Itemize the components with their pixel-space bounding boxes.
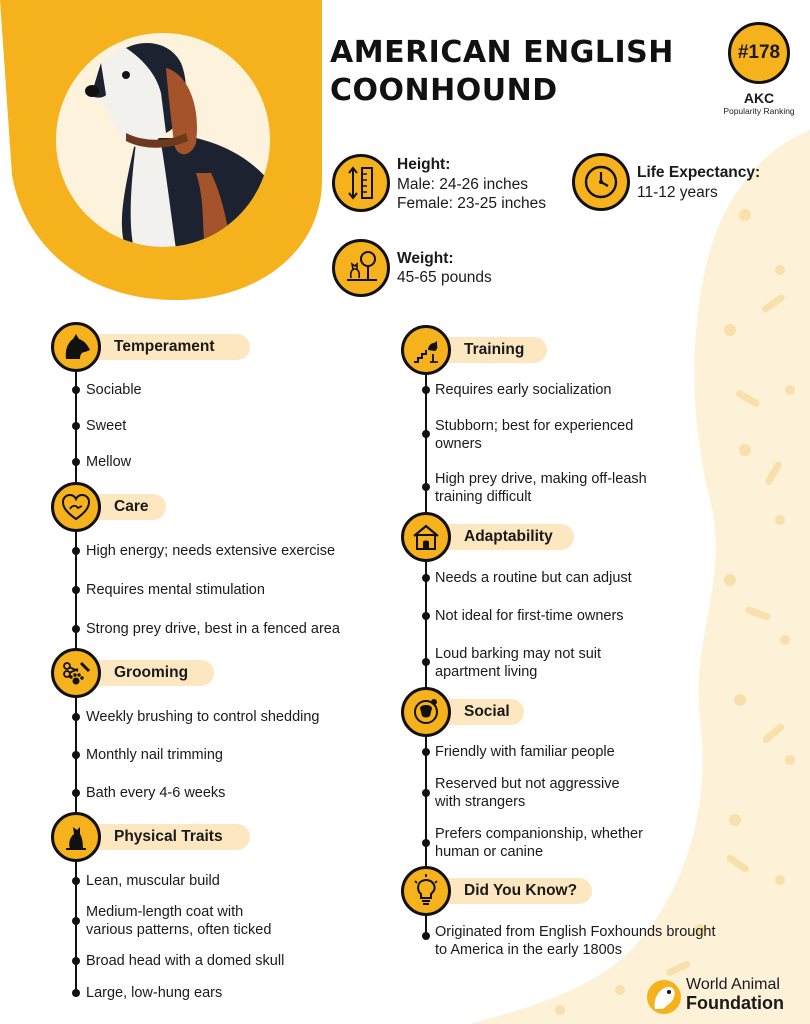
- list-bullet: [422, 789, 430, 797]
- section-title-temperament: Temperament: [84, 334, 250, 360]
- lightbulb-icon: [401, 866, 451, 916]
- section-title-social: Social: [434, 699, 524, 725]
- list-item: Not ideal for first-time owners: [435, 608, 624, 624]
- section-title-grooming: Grooming: [84, 660, 214, 686]
- list-item: High prey drive, making off-leash: [435, 471, 647, 487]
- list-item: Medium-length coat with: [86, 904, 244, 920]
- section-title-training: Training: [434, 337, 547, 363]
- weight-label: Weight:: [397, 250, 454, 267]
- life-expectancy-label: Life Expectancy:: [637, 164, 761, 181]
- list-bullet: [72, 386, 80, 394]
- list-item: Requires mental stimulation: [86, 582, 265, 598]
- list-item: Loud barking may not suit: [435, 646, 602, 662]
- clock-icon: [572, 153, 630, 211]
- list-bullet: [72, 458, 80, 466]
- list-bullet: [422, 658, 430, 666]
- list-item: Requires early socialization: [435, 382, 612, 398]
- section-title-did-you-know: Did You Know?: [434, 878, 592, 904]
- list-item: Weekly brushing to control shedding: [86, 709, 320, 725]
- list-item: Broad head with a domed skull: [86, 953, 285, 969]
- grooming-scissors-icon: [51, 648, 101, 698]
- list-bullet: [72, 751, 80, 759]
- ranking-badge: [728, 22, 790, 84]
- list-item: Large, low-hung ears: [86, 985, 223, 1001]
- foundation-logo-text: [686, 976, 784, 1012]
- list-bullet: [422, 612, 430, 620]
- right-timeline-line: [425, 355, 427, 935]
- list-bullet: [422, 748, 430, 756]
- list-item: Mellow: [86, 454, 132, 470]
- heart-care-icon: [51, 482, 101, 532]
- list-bullet: [72, 957, 80, 965]
- section-title-adaptability: Adaptability: [434, 524, 574, 550]
- list-item: owners: [435, 436, 482, 452]
- list-bullet: [72, 625, 80, 633]
- ranking-label: AKC: [743, 90, 775, 106]
- life-expectancy-value: 11-12 years: [637, 184, 718, 201]
- list-item: High energy; needs extensive exercise: [86, 543, 336, 559]
- list-item: Needs a routine but can adjust: [435, 570, 632, 586]
- list-bullet: [422, 430, 430, 438]
- section-title-physical-traits: Physical Traits: [84, 824, 250, 850]
- list-item: various patterns, often ticked: [86, 922, 272, 938]
- weight-value: 45-65 pounds: [397, 269, 492, 286]
- title-line-2: COONHOUND: [330, 73, 558, 108]
- paw-logo-icon: [645, 975, 683, 1015]
- section-title-care: Care: [84, 494, 166, 520]
- title-line-1: AMERICAN ENGLISH: [330, 35, 674, 70]
- list-item: Reserved but not aggressive: [435, 776, 620, 792]
- list-item: Monthly nail trimming: [86, 747, 223, 763]
- list-item: Sociable: [86, 382, 142, 398]
- list-item: Friendly with familiar people: [435, 744, 615, 760]
- list-bullet: [72, 422, 80, 430]
- list-item: apartment living: [435, 664, 538, 680]
- list-item: training difficult: [435, 489, 532, 505]
- list-item: Prefers companionship, whether: [435, 826, 643, 842]
- list-bullet: [422, 483, 430, 491]
- list-item: Originated from English Foxhounds brought: [435, 924, 716, 940]
- list-bullet: [72, 917, 80, 925]
- dog-illustration: [56, 33, 271, 249]
- list-bullet: [422, 574, 430, 582]
- list-item: Lean, muscular build: [86, 873, 220, 889]
- logo-line-2: Foundation: [686, 993, 784, 1013]
- list-item: with strangers: [435, 794, 526, 810]
- list-bullet: [72, 586, 80, 594]
- list-bullet: [72, 989, 80, 997]
- dog-head-icon: [51, 322, 101, 372]
- list-item: Sweet: [86, 418, 127, 434]
- list-bullet: [72, 713, 80, 721]
- list-item: Stubborn; best for experienced: [435, 418, 634, 434]
- height-female: Female: 23-25 inches: [397, 195, 547, 212]
- weight-scale-icon: [332, 239, 390, 297]
- sitting-dog-icon: [51, 812, 101, 862]
- logo-line-1: World Animal: [686, 976, 780, 993]
- height-ruler-icon: [332, 154, 390, 212]
- list-item: to America in the early 1800s: [435, 942, 622, 958]
- list-bullet: [422, 839, 430, 847]
- list-item: Bath every 4-6 weeks: [86, 785, 226, 801]
- list-bullet: [72, 877, 80, 885]
- dog-house-icon: [401, 512, 451, 562]
- list-bullet: [422, 386, 430, 394]
- list-bullet: [422, 932, 430, 940]
- training-agility-icon: [401, 325, 451, 375]
- ranking-sublabel: Popularity Ranking: [723, 106, 795, 116]
- height-male: Male: 24-26 inches: [397, 176, 528, 193]
- page-title: [330, 34, 674, 110]
- dog-friend-icon: [401, 687, 451, 737]
- list-item: human or canine: [435, 844, 544, 860]
- height-label: Height:: [397, 156, 451, 173]
- list-item: Strong prey drive, best in a fenced area: [86, 621, 340, 637]
- list-bullet: [72, 789, 80, 797]
- ranking-number: #178: [737, 42, 781, 63]
- list-bullet: [72, 547, 80, 555]
